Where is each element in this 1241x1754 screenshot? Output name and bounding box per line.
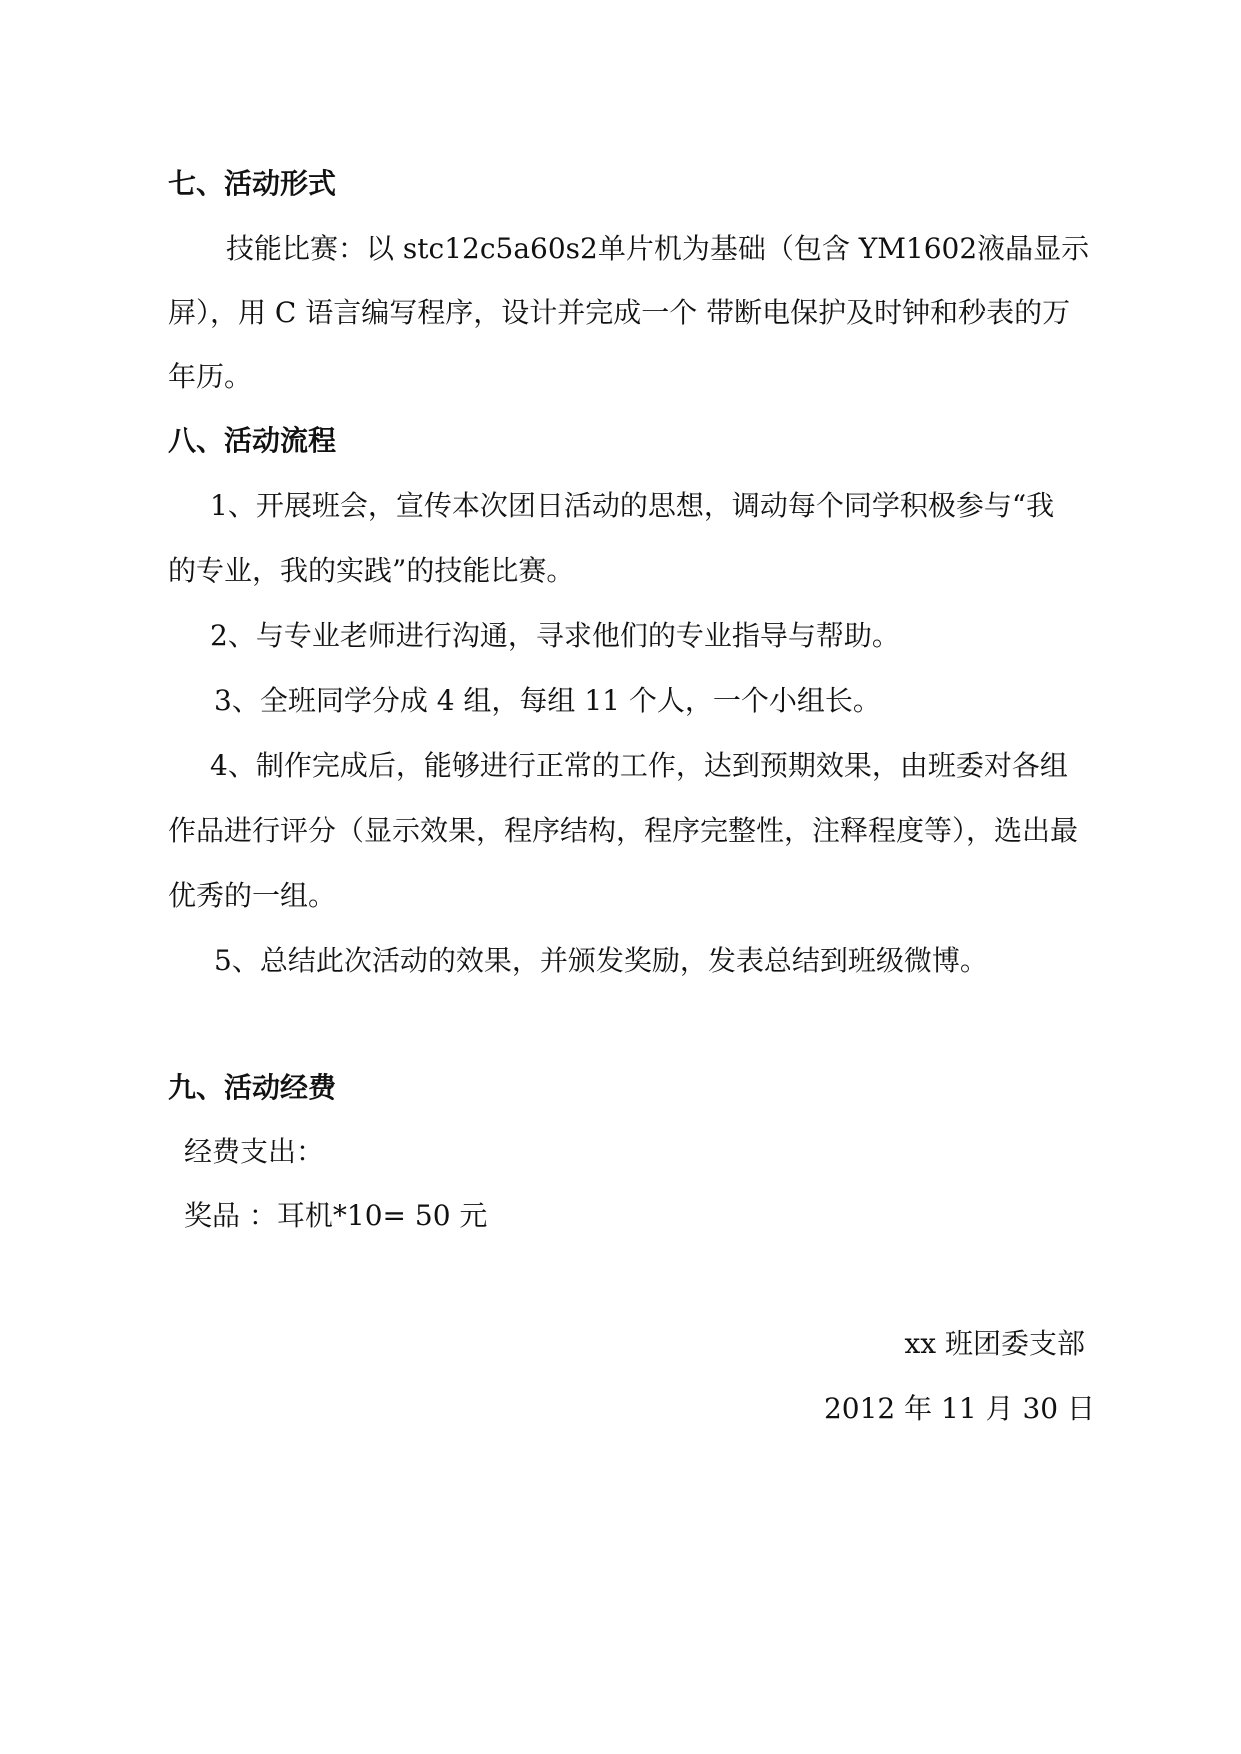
list-item-4-cont: 优秀的一组。 bbox=[168, 879, 337, 912]
section-heading-7: 七、活动形式 bbox=[168, 167, 337, 200]
list-item-5: 5、总结此次活动的效果，并颁发奖励，发表总结到班级微博。 bbox=[214, 944, 988, 977]
paragraph-line: 技能比赛：以 stc12c5a60s2单片机为基础（包含 YM1602液晶显示 bbox=[226, 232, 1090, 265]
expense-label: 经费支出： bbox=[184, 1135, 325, 1168]
list-item-4-cont: 作品进行评分（显示效果，程序结构，程序完整性，注释程度等），选出最 bbox=[168, 814, 1079, 847]
paragraph-line: 屏），用 C 语言编写程序，设计并完成一个 带断电保护及时钟和秒表的万 bbox=[168, 296, 1071, 329]
signature-org: xx 班团委支部 bbox=[904, 1327, 1085, 1360]
section-heading-8: 八、活动流程 bbox=[168, 424, 337, 457]
list-item-4: 4、制作完成后，能够进行正常的工作，达到预期效果，由班委对各组 bbox=[210, 749, 1068, 782]
list-item-3: 3、全班同学分成 4 组，每组 11 个人，一个小组长。 bbox=[214, 684, 881, 717]
signature-date: 2012 年 11 月 30 日 bbox=[823, 1392, 1095, 1425]
list-item-2: 2、与专业老师进行沟通，寻求他们的专业指导与帮助。 bbox=[210, 619, 900, 652]
list-item-1-cont: 的专业，我的实践”的技能比赛。 bbox=[168, 554, 575, 587]
expense-item: 奖品 ：耳机*10= 50 元 bbox=[184, 1199, 488, 1232]
list-item-1: 1、开展班会，宣传本次团日活动的思想，调动每个同学积极参与“我 bbox=[210, 489, 1055, 522]
paragraph-line: 年历。 bbox=[168, 360, 253, 393]
section-heading-9: 九、活动经费 bbox=[168, 1071, 337, 1104]
